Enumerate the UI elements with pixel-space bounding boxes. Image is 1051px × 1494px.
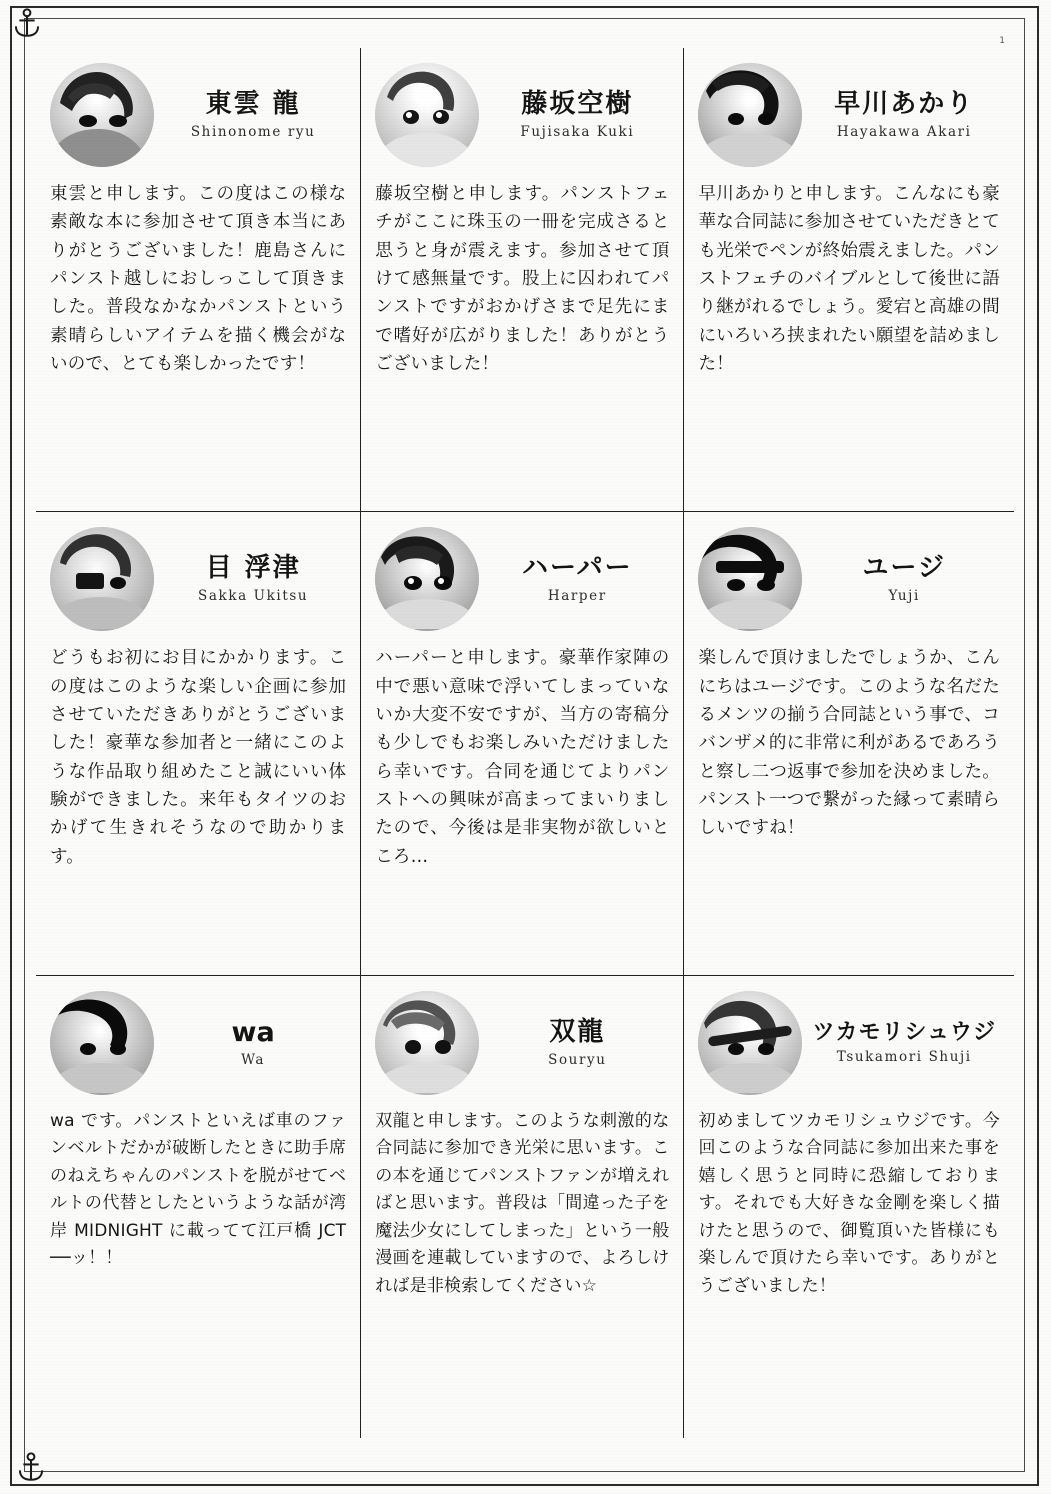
contributor-comment: 初めましてツカモリシュウジです。今回このような合同誌に参加出来た事を嬉しく思うと同時に恐縮しております。それでも大好きな金剛を楽しく描けたと思うので、御覧頂いた皆様にも楽しんで頂けたら幸いです。ありがとうございました！ — [698, 1110, 1000, 1296]
contributor-name-block — [812, 554, 1000, 604]
contributor-card — [36, 975, 360, 1438]
contributor-name-block — [489, 1018, 669, 1068]
contributor-header — [698, 984, 1000, 1102]
contributor-name-block — [812, 1020, 1000, 1065]
contributor-header — [50, 520, 346, 638]
portrait-tsukamori-shuji — [698, 991, 802, 1095]
contributor-name-romaji: Shinonome ryu — [190, 123, 316, 140]
contributor-card — [684, 48, 1014, 511]
contributor-comment: 早川あかりと申します。こんなにも豪華な合同誌に参加させていただきとても光栄でペンが終始震えました。パンストフェチのバイブルとして後世に語り継がれるでしょう。愛宕と高雄の間にいろいろ挟まれたい願望を詰めました！ — [698, 184, 1000, 375]
contributor-name-block — [164, 554, 346, 604]
contributor-header — [698, 56, 1000, 174]
contributor-name-romaji: Sakka Ukitsu — [198, 588, 309, 605]
contributor-name-romaji: Harper — [547, 588, 607, 605]
contributor-grid — [36, 48, 1014, 1438]
contributor-comment: 東雲と申します。この度はこの様な素敵な本に参加させて頂き本当にありがとうございました！鹿島さんにパンスト越しにおしっこして頂きました。普段なかなかパンストという素晴らしいアイテムを描く機会がないので、とても楽しかったです！ — [50, 184, 347, 375]
portrait-wa — [50, 991, 154, 1095]
page-tick: 1 — [999, 36, 1005, 46]
contributor-name-block — [489, 554, 669, 604]
contributor-name-romaji: Yuji — [888, 588, 920, 605]
contributor-name-jp: 早川あかり — [834, 89, 975, 120]
contributor-header — [50, 984, 346, 1102]
contributor-name-jp: ユージ — [862, 553, 946, 584]
contributor-card — [36, 511, 360, 974]
contributor-name-block — [164, 90, 346, 140]
anchor-icon — [10, 6, 44, 40]
portrait-harper — [375, 527, 479, 631]
contributor-name-romaji: Hayakawa Akari — [836, 123, 972, 140]
contributor-name-romaji: Tsukamori Shuji — [836, 1049, 972, 1066]
contributor-card — [684, 511, 1014, 974]
portrait-souryu — [375, 991, 479, 1095]
contributor-name-jp: ハーパー — [521, 553, 633, 584]
portrait-shinonome-ryu — [50, 63, 154, 167]
contributor-name-romaji: Fujisaka Kuki — [520, 123, 635, 140]
contributor-comment: ハーパーと申します。豪華作家陣の中で悪い意味で浮いてしまっていないか大変不安ですが、当方の寄稿分も少しでもお楽しみいただけましたら幸いです。合同を通じてよりパンストへの興味が高まってまいりましたので、今後は是非実物が欲しいところ… — [375, 648, 670, 867]
contributor-card — [360, 975, 684, 1438]
contributor-name-romaji: Wa — [241, 1052, 266, 1069]
contributor-name-romaji: Souryu — [548, 1051, 607, 1068]
contributor-name-jp: 東雲 龍 — [205, 89, 301, 120]
portrait-fujisaka-kuki — [375, 63, 479, 167]
contributor-header — [375, 520, 669, 638]
contributor-name-block — [489, 90, 669, 140]
contributor-comment: 双龍と申します。このような刺激的な合同誌に参加でき光栄に思います。この本を通じてパンストファンが増えればと思います。普段は「間違った子を魔法少女にしてしまった」という一般漫画を連載していますので、よろしければ是非検索してください☆ — [375, 1110, 670, 1296]
contributor-name-jp: 双龍 — [549, 1016, 606, 1047]
contributor-header — [698, 520, 1000, 638]
contributor-header — [375, 56, 669, 174]
contributor-card — [360, 48, 684, 511]
contributor-header — [50, 56, 346, 174]
contributor-name-jp: ツカモリシュウジ — [812, 1020, 996, 1045]
contributor-name-jp: 目 浮津 — [205, 553, 301, 584]
contributor-name-jp: wa — [231, 1017, 275, 1049]
anchor-icon — [14, 1450, 48, 1484]
portrait-yuji — [698, 527, 802, 631]
contributor-card — [684, 975, 1014, 1438]
contributor-card — [36, 48, 360, 511]
contributor-name-block — [812, 90, 1000, 140]
contributor-comment: 楽しんで頂けましたでしょうか、こんにちはユージです。このような名だたるメンツの揃う合同誌という事で、コバンザメ的に非常に利があるであろうと察し二つ返事で参加を決めました。パンスト一つで繋がった縁って素晴らしいですね！ — [698, 648, 1000, 839]
contributor-name-jp: 藤坂空樹 — [521, 89, 634, 120]
contributor-card — [360, 511, 684, 974]
portrait-sakka-ukitsu — [50, 527, 154, 631]
contributor-header — [375, 984, 669, 1102]
contributor-comment: wa です。パンストといえば車のファンベルトだかが破断したときに助手席のねえちゃんのパンストを脱がせてベルトの代替としたというような話が湾岸 MIDNIGHT に載ってて江戸橋 JCT ──ッ！！ — [50, 1110, 347, 1269]
contributor-name-block — [164, 1017, 346, 1068]
contributor-comment: 藤坂空樹と申します。パンストフェチがここに珠玉の一冊を完成さると思うと身が震えます。参加させて頂けて感無量です。股上に囚われてパンストですがおかげさまで足先にまで嗜好が広がりました！ありがとうございました！ — [375, 184, 670, 375]
contributor-comment: どうもお初にお目にかかります。この度はこのような楽しい企画に参加させていただきありがとうございました！豪華な参加者と一緒にこのような作品取り組めたこと誠にいい体験ができました。来年もタイツのおかげて生きれそうなので助かります。 — [50, 648, 347, 867]
portrait-hayakawa-akari — [698, 63, 802, 167]
